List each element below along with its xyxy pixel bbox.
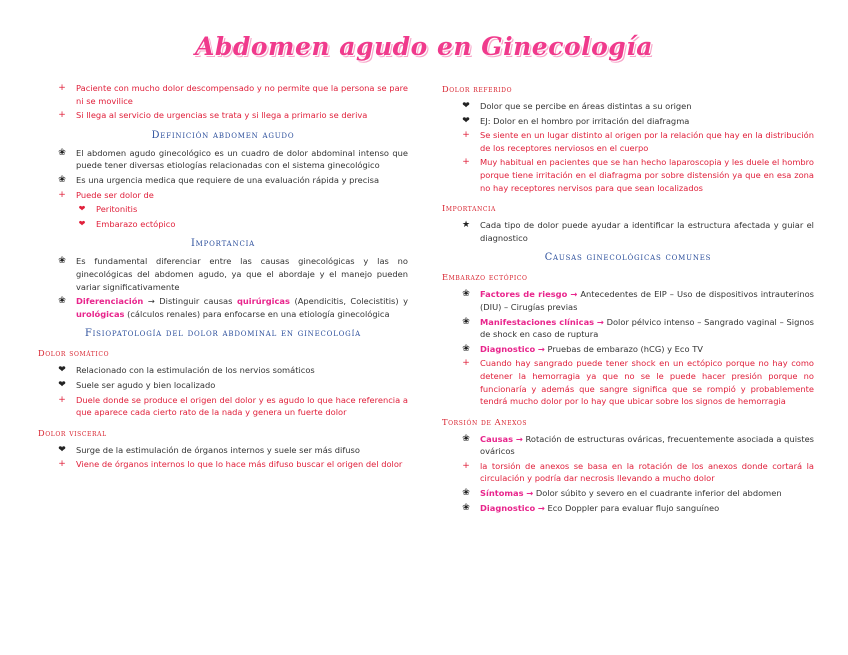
subheading-torsion-anexos: Torsión de Anexos <box>442 416 528 427</box>
somatico-item-1: ❤ Relacionado con la estimulación de los nervios somáticos <box>38 364 408 377</box>
visceral-item-1: ❤ Surge de la estimulación de órganos internos y suele ser más difuso <box>38 444 408 457</box>
plus-icon: + <box>462 157 470 168</box>
flower-bullet-icon: ❀ <box>58 147 66 158</box>
plus-icon: + <box>58 83 66 93</box>
plus-icon: + <box>462 358 470 369</box>
somatico-item-2: ❤ Suele ser agudo y bien localizado <box>38 379 408 392</box>
referido-item-2: ❤ EJ: Dolor en el hombro por irritación del diafragma <box>442 115 814 128</box>
arrow-icon: → <box>147 296 155 307</box>
plus-icon: + <box>58 110 66 121</box>
left-column <box>38 82 408 473</box>
definicion-item-2: ❀ Es una urgencia medica que requiere de una evaluación rápida y precisa <box>38 174 408 187</box>
flower-bullet-icon: ❀ <box>462 488 470 499</box>
plus-icon: + <box>462 130 470 141</box>
section-heading-fisiopatologia: Fisiopatología del dolor abdominal en ginecología <box>85 328 361 340</box>
section-heading-causas: Causas ginecológicas comunes <box>544 252 712 264</box>
intro-note-1: + Paciente con mucho dolor descompensado y no permite que la persona se pare ni se movilice <box>38 82 408 107</box>
referido-item-4: + Muy habitual en pacientes que se han hecho laparoscopia y les duele el hombro porque tiene irritación en el diafragma por sobre distensión ya que en esa zona no hay receptores nervisos para que sean localizados <box>442 156 814 194</box>
section-heading-importancia: Importancia <box>190 238 256 250</box>
heart-bullet-icon: ❤ <box>58 365 66 376</box>
heart-bullet-icon: ❤ <box>462 115 470 126</box>
importancia-item-1: ❀ Es fundamental diferenciar entre las causas ginecológicas y las no ginecológicas del abdomen agudo, ya que el abordaje y el manejo pueden variar significativamente <box>38 255 408 293</box>
arrow-icon: → <box>596 316 604 327</box>
ectopico-note: + Cuando hay sangrado puede tener shock en un ectópico porque no hay como detener la hemorragia ya que no se le puede hacer presión porque no funcionaría y además que sangre significa que se rompió y probablemente tendrá mucho dolor por lo hay que ubicar sobre los signos de hemorragia <box>442 357 814 407</box>
definicion-subitem-1: ❤ Peritonitis <box>38 203 408 216</box>
flower-bullet-icon: ❀ <box>462 433 470 444</box>
ectopico-manifestaciones: ❀ Manifestaciones clínicas → Dolor pélvico intenso – Sangrado vaginal – Signos de shock en caso de ruptura <box>442 316 814 341</box>
subheading-embarazo-ectopico: Embarazo ectópico <box>442 272 528 283</box>
keyword-urologicas: urológicas <box>76 308 125 319</box>
definicion-item-1: ❀ El abdomen agudo ginecológico es un cuadro de dolor abdominal intenso que puede tener diversas etiologías relacionadas con el sistema ginecológico <box>38 147 408 172</box>
plus-icon: + <box>462 460 470 471</box>
importancia-right-item-1: ★ Cada tipo de dolor puede ayudar a identificar la estructura afectada y guiar el diagnostico <box>461 220 814 243</box>
heart-bullet-icon: ❤ <box>58 379 66 390</box>
subheading-dolor-visceral: Dolor visceral <box>38 427 107 438</box>
plus-icon: + <box>58 394 66 405</box>
star-icon: ★ <box>461 220 471 231</box>
keyword-diferenciacion: Diferenciación <box>76 296 144 307</box>
intro-note-2: + Si llega al servicio de urgencias se trata y si llega a primario se deriva <box>38 109 408 122</box>
ectopico-diagnostico: ❀ Diagnostico → Pruebas de embarazo (hCG) y Eco TV <box>442 343 814 356</box>
flower-bullet-icon: ❀ <box>58 256 66 267</box>
importancia-item-2: ❀ Diferenciación → Distinguir causas quirúrgicas (Apendicitis, Colecistitis) y urológicas (cálculos renales) para enfocarse en una etiología ginecológica <box>38 295 408 320</box>
heart-bullet-icon: ❤ <box>462 101 470 111</box>
page-title: Abdomen agudo en Ginecología <box>195 32 653 61</box>
arrow-icon: → <box>537 343 545 354</box>
subheading-dolor-somatico: Dolor somático <box>38 348 110 359</box>
subheading-dolor-referido: Dolor referido <box>442 84 513 94</box>
arrow-icon: → <box>515 433 523 444</box>
flower-bullet-icon: ❀ <box>462 289 470 300</box>
section-heading-definicion: Definición abdomen agudo <box>151 129 295 141</box>
flower-bullet-icon: ❀ <box>58 174 66 185</box>
plus-icon: + <box>58 459 66 470</box>
torsion-causas: ❀ Causas → Rotación de estructuras ováricas, frecuentemente asociada a quistes ováricos <box>442 433 814 458</box>
arrow-icon: → <box>570 289 578 300</box>
flower-bullet-icon: ❀ <box>462 343 470 354</box>
referido-item-3: + Se siente en un lugar distinto al origen por la relación que hay en la distribución de los receptores nerviosos en el cuerpo <box>442 129 814 154</box>
definicion-item-3: + Puede ser dolor de <box>38 189 408 202</box>
arrow-icon: → <box>526 488 534 499</box>
somatico-item-3: + Duele donde se produce el origen del dolor y es agudo lo que hace referencia a que aparece cada cierto rato de la nada y genera un fuerte dolor <box>38 394 408 419</box>
heart-bullet-icon: ❤ <box>58 444 66 455</box>
referido-item-1: ❤ Dolor que se percibe en áreas distintas a su origen <box>442 100 814 113</box>
arrow-icon: → <box>537 502 545 513</box>
torsion-note: + la torsión de anexos se basa en la rotación de los anexos donde cortará la circulación y podría dar necrosis llevando a mucho dolor <box>442 460 814 485</box>
heart-bullet-icon: ❤ <box>78 218 86 228</box>
visceral-item-2: + Viene de órganos internos lo que lo hace más difuso buscar el origen del dolor <box>38 458 408 471</box>
definicion-subitem-2: ❤ Embarazo ectópico <box>38 218 408 231</box>
torsion-sintomas: ❀ Síntomas → Dolor súbito y severo en el cuadrante inferior del abdomen <box>442 487 814 500</box>
right-column <box>442 82 814 516</box>
flower-bullet-icon: ❀ <box>462 502 470 513</box>
flower-bullet-icon: ❀ <box>58 296 66 307</box>
heart-bullet-icon: ❤ <box>78 204 86 214</box>
flower-bullet-icon: ❀ <box>462 316 470 327</box>
plus-icon: + <box>58 189 66 200</box>
keyword-quirurgicas: quirúrgicas <box>236 296 290 307</box>
subheading-importancia-right: Importancia <box>442 203 496 214</box>
torsion-diagnostico: ❀ Diagnostico → Eco Doppler para evaluar flujo sanguíneo <box>442 502 814 515</box>
ectopico-factores: ❀ Factores de riesgo → Antecedentes de EIP – Uso de dispositivos intrauterinos (DIU) – Cirugías previas <box>442 288 814 313</box>
